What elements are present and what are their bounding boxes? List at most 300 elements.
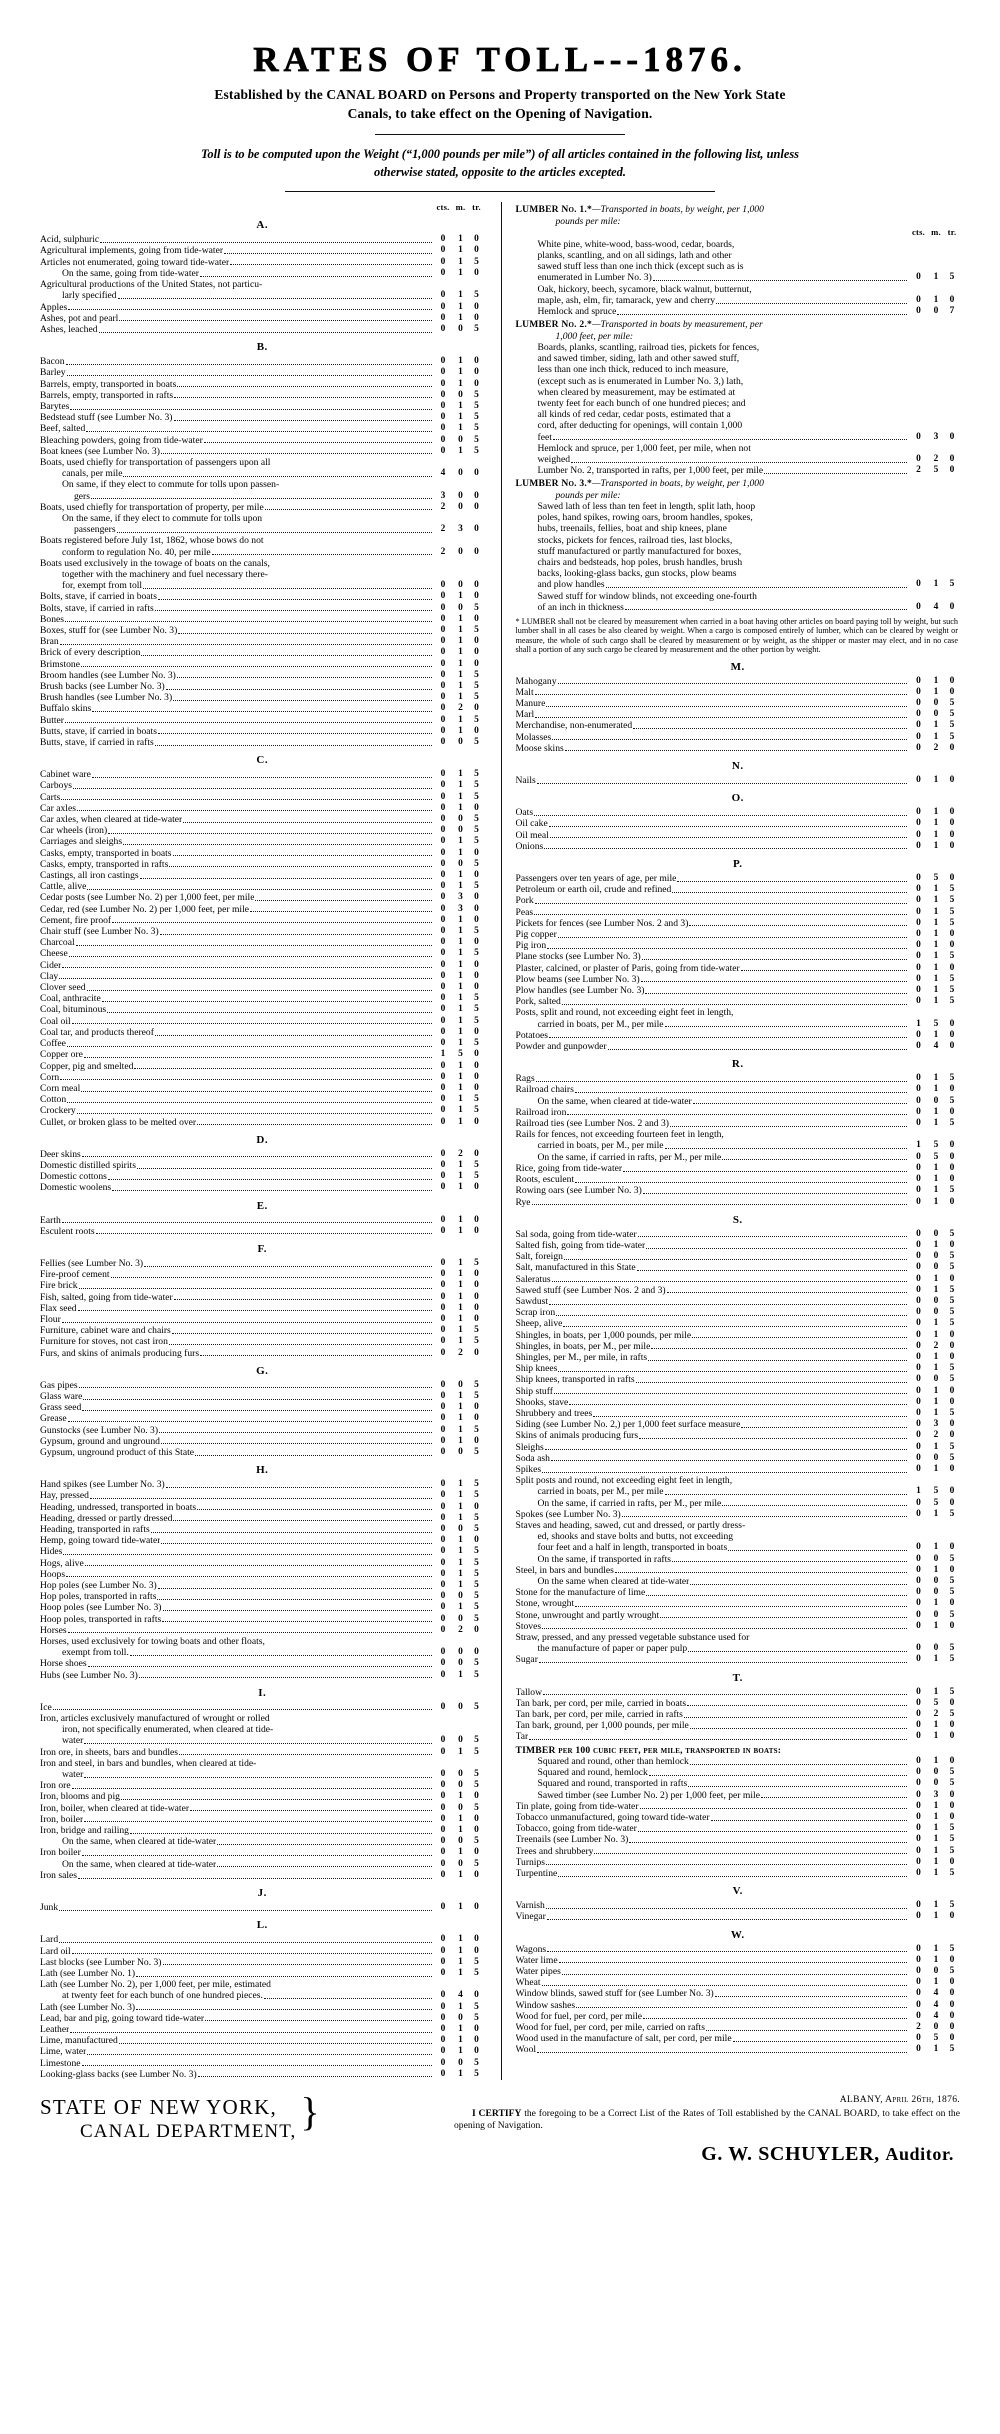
- rate-entry: [40, 423, 485, 434]
- rate-values: [909, 1621, 960, 1632]
- rate-mills: 1: [458, 1546, 463, 1557]
- rate-entry: [516, 1654, 961, 1665]
- leader-dots: [174, 414, 432, 421]
- unit-tenths: tr.: [947, 226, 957, 237]
- rate-tenths: 5: [949, 1185, 955, 1196]
- rate-entry-label: Cedar, red (see Lumber No. 2) per 1,000 feet, per mile: [40, 903, 249, 915]
- rate-entry: [40, 1490, 485, 1501]
- rate-tenths: 5: [949, 731, 955, 742]
- rate-values: [434, 302, 485, 313]
- leader-dots: [571, 456, 907, 463]
- rate-entry: [40, 502, 485, 513]
- leader-dots: [559, 1956, 907, 1963]
- rate-tenths: 5: [949, 1778, 955, 1789]
- rate-entry-label: Salt, foreign: [515, 1251, 563, 1263]
- leader-dots: [63, 1548, 431, 1555]
- leader-dots: [556, 1309, 907, 1316]
- leader-dots: [549, 1031, 907, 1038]
- rate-entry-label: Sawed stuff for window blinds, not exceeding one-fourth: [537, 590, 757, 602]
- rate-entry: [40, 513, 485, 535]
- rate-entry: [40, 825, 485, 836]
- rate-values: [434, 726, 485, 737]
- rate-tenths: 5: [474, 1836, 479, 1847]
- rate-values: [909, 687, 960, 698]
- leader-dots: [84, 1815, 431, 1822]
- rate-entry: [516, 1073, 961, 1084]
- rate-values: [434, 1391, 485, 1402]
- rate-entry: [516, 895, 961, 906]
- leader-dots: [123, 470, 431, 477]
- rate-mills: 1: [458, 591, 463, 602]
- rate-cents: 0: [440, 1446, 446, 1457]
- rate-values: [434, 681, 485, 692]
- rate-mills: 1: [458, 714, 463, 725]
- rate-cents: 0: [440, 1869, 446, 1880]
- rate-tenths: 5: [949, 1441, 955, 1452]
- rate-values: [909, 1386, 960, 1397]
- leader-dots: [547, 1945, 907, 1952]
- rate-cents: 0: [440, 970, 446, 981]
- rate-entry: [516, 807, 961, 818]
- rate-mills: 1: [933, 1363, 939, 1374]
- rate-cents: 3: [440, 490, 446, 501]
- rate-entry-label: Iron ore: [40, 1780, 71, 1792]
- leader-dots: [130, 1827, 432, 1834]
- rate-entry-label: Pork: [515, 895, 534, 907]
- rate-tenths: 0: [474, 1647, 479, 1658]
- rate-entry: [516, 720, 961, 731]
- rate-cents: 0: [916, 1151, 921, 1162]
- rate-values: [434, 1105, 485, 1116]
- rate-cents: 0: [916, 1262, 921, 1273]
- rate-entry-label: Railroad ties (see Lumber Nos. 2 and 3): [515, 1118, 669, 1130]
- rate-values: [434, 401, 485, 412]
- leader-dots: [68, 1415, 432, 1422]
- rate-entry-label-cont: at twenty feet for each bunch of one hundred pieces.: [62, 1990, 263, 2002]
- leader-dots: [224, 247, 431, 254]
- rate-values: [434, 1149, 485, 1160]
- rate-values: [909, 2000, 960, 2011]
- rate-mills: 1: [933, 1542, 939, 1553]
- rate-entry: [40, 268, 485, 279]
- rate-entry-label: Domestic cottons: [40, 1171, 107, 1183]
- rate-tenths: 5: [474, 692, 479, 703]
- rate-entry-label: Cheese: [40, 948, 68, 960]
- rate-entry: [40, 412, 485, 423]
- rate-mills: 1: [458, 1813, 463, 1824]
- leader-dots: [60, 1073, 431, 1080]
- rate-entry: [40, 681, 485, 692]
- rate-entry: [516, 1756, 961, 1767]
- leader-dots: [87, 2048, 431, 2055]
- rate-cents: 0: [440, 2035, 446, 2046]
- rate-tenths: 0: [474, 1291, 479, 1302]
- leader-dots: [688, 1780, 907, 1787]
- rate-entry: [516, 1587, 961, 1598]
- rate-cents: 0: [440, 2012, 446, 2023]
- rate-tenths: 5: [474, 1325, 479, 1336]
- rate-entry: [40, 1072, 485, 1083]
- rate-tenths: 0: [949, 1697, 955, 1708]
- rate-entry: [40, 367, 485, 378]
- rate-cents: 0: [916, 917, 921, 928]
- rate-mills: 0: [458, 1446, 463, 1457]
- rate-values: [434, 1160, 485, 1171]
- rate-values: [434, 1658, 485, 1669]
- rate-cents: 0: [440, 647, 446, 658]
- rate-entry: [40, 245, 485, 256]
- rate-entry: [516, 1174, 961, 1185]
- rate-entry: [516, 1509, 961, 1520]
- rate-entry-label: Coal tar, and products thereof: [40, 1026, 154, 1038]
- rate-cents: 0: [916, 1654, 921, 1665]
- rate-cents: 2: [440, 546, 446, 557]
- rate-cents: 0: [916, 697, 921, 708]
- leader-dots: [552, 1275, 907, 1282]
- rate-entry: [516, 775, 961, 786]
- rate-entry-label: Buffalo skins: [40, 703, 92, 715]
- rate-cents: 0: [440, 1291, 446, 1302]
- rate-values: [434, 1957, 485, 1968]
- rate-cents: 0: [440, 1613, 446, 1624]
- rate-values: [434, 1902, 485, 1913]
- rate-entry-label: Sawed timber (see Lumber No. 2) per 1,000 feet, per mile: [537, 1789, 760, 1801]
- rate-mills: 1: [933, 906, 939, 917]
- rate-entry-label: cord, after deducting for openings, will contain 1,000: [537, 420, 743, 432]
- leader-dots: [155, 604, 432, 611]
- rate-entry-label: Rowing oars (see Lumber No. 3): [515, 1185, 642, 1197]
- rate-cents: 0: [916, 1542, 921, 1553]
- leader-dots: [111, 1271, 432, 1278]
- rate-tenths: 0: [474, 524, 479, 535]
- rate-tenths: 5: [949, 985, 955, 996]
- rate-entry: [516, 1823, 961, 1834]
- rate-tenths: 5: [949, 1845, 955, 1856]
- rate-mills: 5: [933, 1486, 939, 1497]
- section-letter-heading: D.: [256, 1133, 269, 1146]
- leader-dots: [86, 425, 431, 432]
- rate-tenths: 5: [474, 2057, 479, 2068]
- rate-mills: 0: [933, 1965, 939, 1976]
- rate-tenths: 0: [474, 1148, 479, 1159]
- leader-dots: [179, 1748, 431, 1755]
- rate-values: [434, 502, 485, 513]
- rate-values: [909, 895, 960, 906]
- rate-values: [434, 1591, 485, 1602]
- rate-entry-label: On the same, if transported in rafts: [537, 1553, 671, 1565]
- rate-tenths: 5: [474, 1159, 479, 1170]
- rate-cents: 0: [440, 814, 446, 825]
- rate-cents: 0: [440, 1435, 446, 1446]
- leader-dots: [684, 1711, 907, 1718]
- rate-cents: 0: [440, 1512, 446, 1523]
- rate-tenths: 5: [949, 1709, 955, 1720]
- rate-mills: 0: [458, 1769, 463, 1780]
- rate-entry: [40, 324, 485, 335]
- leader-dots: [173, 849, 432, 856]
- rate-tenths: 5: [474, 602, 479, 613]
- rate-entry: [516, 1185, 961, 1196]
- rate-entry: [40, 937, 485, 948]
- rate-tenths: 5: [474, 290, 479, 301]
- rate-cents: 0: [916, 1029, 921, 1040]
- rate-mills: 1: [458, 378, 463, 389]
- rate-cents: 0: [916, 306, 921, 317]
- rate-entry: [40, 715, 485, 726]
- rate-cents: 0: [916, 686, 921, 697]
- section-letter-heading: I.: [258, 1686, 267, 1699]
- rate-values: [909, 1554, 960, 1565]
- rate-cents: 0: [440, 780, 446, 791]
- leader-dots: [158, 1582, 432, 1589]
- rate-tenths: 0: [474, 1347, 479, 1358]
- leader-dots: [59, 972, 431, 979]
- rate-cents: 0: [440, 1669, 446, 1680]
- rate-tenths: 0: [474, 1535, 479, 1546]
- rate-cents: 0: [916, 2010, 921, 2021]
- rate-mills: 4: [933, 601, 939, 612]
- rates-columns: [40, 202, 960, 2080]
- rate-entry: [516, 2022, 961, 2033]
- leader-dots: [648, 1354, 907, 1361]
- rate-entry: [516, 687, 961, 698]
- rate-entry-label: Bacon: [40, 356, 65, 368]
- rate-entry-label: Hop poles (see Lumber No. 3): [40, 1580, 157, 1592]
- rate-mills: 5: [933, 2033, 939, 2044]
- rate-tenths: 0: [474, 636, 479, 647]
- rate-cents: 0: [916, 951, 921, 962]
- rate-entry-label: Grease: [40, 1413, 67, 1425]
- rate-entry: [516, 841, 961, 852]
- rate-mills: 1: [933, 1564, 939, 1575]
- rate-tenths: 0: [949, 1954, 955, 1965]
- rate-mills: 4: [933, 1999, 939, 2010]
- rate-cents: 0: [440, 356, 446, 367]
- rate-mills: 2: [458, 703, 463, 714]
- rate-mills: 1: [458, 1602, 463, 1613]
- rate-cents: 0: [440, 1791, 446, 1802]
- rate-tenths: 0: [949, 453, 955, 464]
- rate-entry-label: Tan bark, ground, per 1,000 pounds, per mile: [515, 1720, 689, 1732]
- rate-tenths: 5: [949, 1118, 955, 1129]
- leader-dots: [60, 638, 432, 645]
- rate-tenths: 5: [474, 948, 479, 959]
- rate-cents: 0: [440, 1825, 446, 1836]
- rate-values: [909, 1453, 960, 1464]
- rate-entry: [40, 1258, 485, 1269]
- rate-entry-label: Coal, bituminous: [40, 1004, 107, 1016]
- leader-dots: [163, 1604, 432, 1611]
- rate-tenths: 0: [474, 245, 479, 256]
- rate-values: [434, 614, 485, 625]
- rate-values: [434, 547, 485, 558]
- rate-tenths: 5: [949, 1374, 955, 1385]
- rate-mills: 1: [458, 267, 463, 278]
- rate-values: [434, 257, 485, 268]
- rate-values: [434, 268, 485, 279]
- rate-mills: 1: [933, 996, 939, 1007]
- rate-cents: 0: [916, 1340, 921, 1351]
- rate-values: [434, 1336, 485, 1347]
- rate-entry-label: Plaster, calcined, or plaster of Paris, going from tide-water: [515, 962, 740, 974]
- rate-tenths: 5: [474, 1105, 479, 1116]
- rate-entry: [40, 1117, 485, 1128]
- rate-entry: [516, 1397, 961, 1408]
- rate-entry-label: Powder and gunpowder: [515, 1041, 607, 1053]
- rate-tenths: 0: [474, 1945, 479, 1956]
- rate-values: [434, 1117, 485, 1128]
- rate-tenths: 0: [474, 2023, 479, 2034]
- rate-cents: 0: [440, 312, 446, 323]
- leader-dots: [137, 1162, 432, 1169]
- leader-dots: [629, 1836, 907, 1843]
- leader-dots: [155, 1029, 432, 1036]
- rate-cents: 0: [440, 434, 446, 445]
- leader-dots: [169, 860, 431, 867]
- rate-entry: [516, 1084, 961, 1095]
- rate-entry: [40, 1160, 485, 1171]
- leader-dots: [62, 1316, 432, 1323]
- rate-entry-label: Railroad iron: [515, 1106, 567, 1118]
- rate-values: [434, 836, 485, 847]
- rate-values: [434, 1215, 485, 1226]
- leader-dots: [576, 2001, 907, 2008]
- rate-mills: 1: [933, 807, 939, 818]
- rate-entry: [40, 1569, 485, 1580]
- rate-entry-label: Oak, hickory, beech, sycamore, black walnut, butternut,: [537, 283, 752, 295]
- rate-entry-label: Plow handles (see Lumber No. 3): [515, 985, 645, 997]
- rate-mills: 1: [458, 290, 463, 301]
- rate-tenths: 0: [474, 982, 479, 993]
- rate-tenths: 5: [474, 1669, 479, 1680]
- rate-values: [434, 1061, 485, 1072]
- section-letter-heading: G.: [256, 1364, 269, 1377]
- rate-cents: 0: [916, 1095, 921, 1106]
- rate-tenths: 5: [474, 1257, 479, 1268]
- leader-dots: [638, 1825, 907, 1832]
- rate-entry-label: Cider: [40, 959, 62, 971]
- rate-mills: 1: [933, 985, 939, 996]
- rate-values: [909, 830, 960, 841]
- rate-entry: [40, 379, 485, 390]
- preamble-divider: [285, 191, 715, 192]
- rate-entry: [516, 1240, 961, 1251]
- preamble: [60, 146, 940, 182]
- rate-cents: 0: [440, 1602, 446, 1613]
- rate-mills: 1: [458, 647, 463, 658]
- rate-values: [909, 1576, 960, 1587]
- rate-mills: 1: [933, 1441, 939, 1452]
- rate-entry-label: Pickets for fences (see Lumber Nos. 2 and 3): [515, 917, 689, 929]
- rate-values: [434, 848, 485, 859]
- rate-values: [434, 1413, 485, 1424]
- rate-tenths: 5: [474, 1568, 479, 1579]
- rate-entry-label: Marl: [515, 709, 535, 721]
- leader-dots: [79, 1381, 432, 1388]
- rate-mills: 3: [933, 1789, 939, 1800]
- rate-values: [434, 625, 485, 636]
- rate-cents: 0: [440, 926, 446, 937]
- rate-tenths: 0: [474, 267, 479, 278]
- rate-mills: 0: [933, 1295, 939, 1306]
- rate-cents: 0: [440, 290, 446, 301]
- rate-entry-label-cont: weighed: [537, 453, 571, 465]
- rate-entry: [40, 769, 485, 780]
- section-letter-heading: S.: [732, 1213, 743, 1226]
- rate-entry: [516, 1386, 961, 1397]
- leader-dots: [264, 1992, 432, 1999]
- rate-entry-label: Looking-glass backs (see Lumber No. 3): [40, 2068, 197, 2080]
- rate-cents: 0: [916, 895, 921, 906]
- rate-mills: 0: [933, 1374, 939, 1385]
- rate-values: [909, 1767, 960, 1778]
- leader-dots: [645, 987, 907, 994]
- rate-tenths: 0: [949, 775, 955, 785]
- rate-tenths: 0: [474, 802, 479, 813]
- rate-tenths: 5: [949, 917, 955, 928]
- rate-mills: 1: [933, 1073, 939, 1084]
- leader-dots: [558, 677, 907, 684]
- rate-mills: 4: [933, 2010, 939, 2021]
- rate-values: [434, 1847, 485, 1858]
- leader-dots: [646, 1242, 907, 1249]
- rate-entry-label: Railroad chairs: [515, 1084, 574, 1096]
- rate-entry: [516, 1977, 961, 1988]
- rate-values: [434, 780, 485, 791]
- rate-mills: 1: [458, 1038, 463, 1049]
- rate-mills: 0: [458, 468, 463, 479]
- rate-tenths: 5: [474, 1512, 479, 1523]
- leader-dots: [217, 1838, 431, 1845]
- rate-values: [434, 870, 485, 881]
- rate-cents: 0: [440, 714, 446, 725]
- rate-cents: 0: [916, 272, 921, 283]
- rate-tenths: 0: [949, 1106, 955, 1117]
- rate-tenths: 5: [474, 1004, 479, 1015]
- rate-values: [434, 2035, 485, 2046]
- rate-tenths: 0: [949, 1151, 955, 1162]
- leader-dots: [121, 1793, 432, 1800]
- rate-entry: [40, 1292, 485, 1303]
- rate-cents: 0: [916, 1106, 921, 1117]
- rate-tenths: 0: [949, 1174, 955, 1185]
- rate-tenths: 5: [949, 1095, 955, 1106]
- state-label: STATE OF NEW YORK,: [40, 2094, 277, 2119]
- leader-dots: [161, 1537, 431, 1544]
- rate-entry-label: Peas: [515, 906, 534, 918]
- rate-entry-label: Boards, planks, scantling, railroad ties, pickets for fences,: [537, 341, 760, 353]
- rate-entry-label: Varnish: [515, 1900, 545, 1912]
- rate-tenths: 5: [949, 1295, 955, 1306]
- leader-dots: [617, 308, 907, 315]
- leader-dots: [551, 1454, 907, 1461]
- rate-entry-label: Car wheels (iron): [40, 825, 108, 837]
- leader-dots: [641, 975, 907, 982]
- leader-dots: [615, 1566, 907, 1573]
- leader-dots: [537, 2046, 907, 2053]
- rate-mills: 1: [458, 1402, 463, 1413]
- rate-entry-label: Furniture for stoves, not cast iron: [40, 1336, 168, 1348]
- rate-cents: 0: [440, 1658, 446, 1669]
- rate-entry: [516, 1285, 961, 1296]
- rate-tenths: 0: [949, 1811, 955, 1822]
- rate-values: [434, 971, 485, 982]
- rate-entry-label: On the same, if carried in rafts, per M., per mile: [537, 1497, 722, 1509]
- rate-mills: 1: [458, 926, 463, 937]
- rate-tenths: 5: [474, 993, 479, 1004]
- rate-entry-label: Grass seed: [40, 1402, 82, 1414]
- rate-entry-label: Butts, stave, if carried in boats: [40, 725, 157, 737]
